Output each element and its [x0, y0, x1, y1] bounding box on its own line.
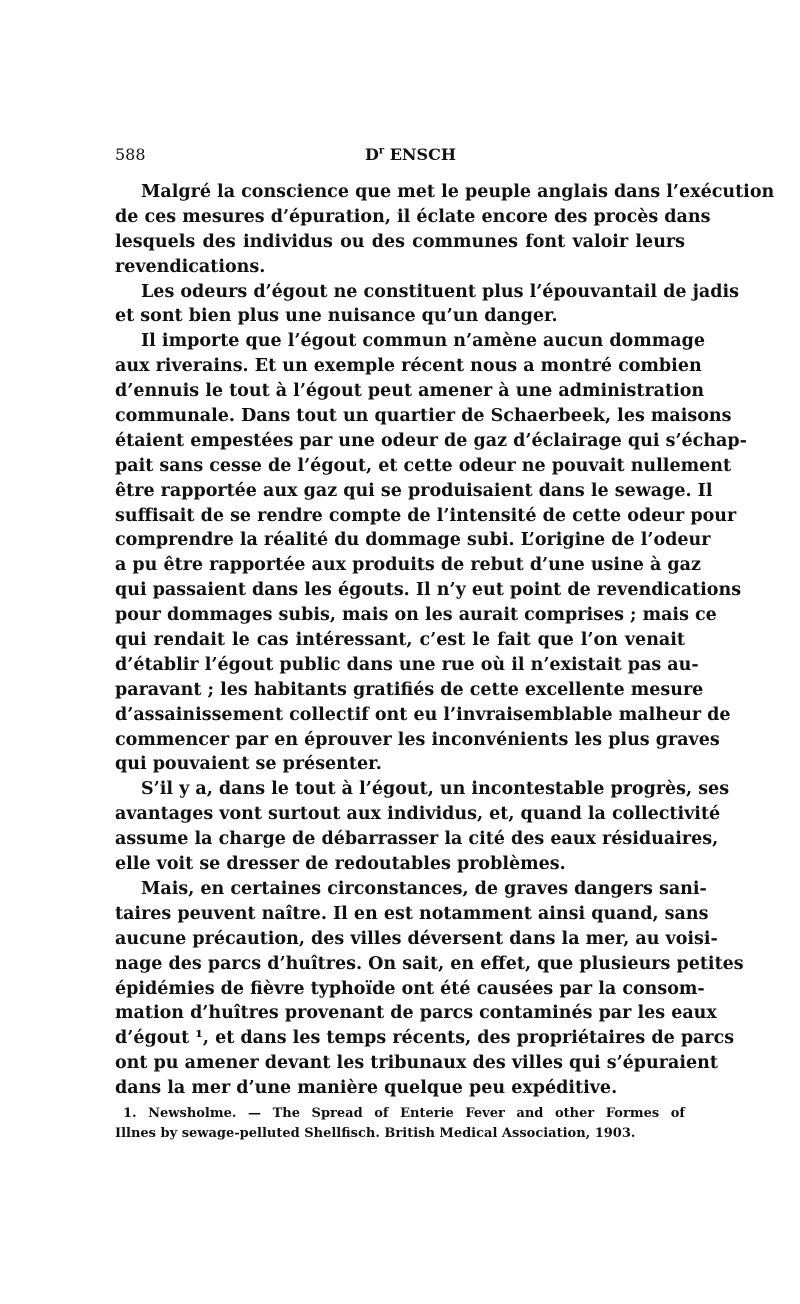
text-line: et sont bien plus une nuisance qu’un danger.	[115, 306, 558, 327]
paragraph	[115, 280, 739, 330]
text-line: Les odeurs d’égout ne constituent plus l’épouvantail de jadis	[141, 281, 739, 302]
paragraph	[115, 877, 744, 1101]
text-line: lesquels des individus ou des communes font valoir leurs	[115, 231, 685, 252]
paragraph	[115, 180, 775, 280]
text-line: comprendre la réalité du dommage subi. L’origine de l’odeur	[115, 530, 711, 551]
text-line: S’il y a, dans le tout à l’égout, un incontestable progrès, ses	[141, 779, 730, 800]
text-line: a pu être rapportée aux produits de rebut d’une usine à gaz	[115, 555, 701, 576]
author-name: ENSCH	[389, 145, 456, 164]
text-line: d’assainissement collectif ont eu l’invraisemblable malheur de	[115, 704, 731, 725]
text-line: de ces mesures d’épuration, il éclate encore des procès dans	[115, 206, 711, 227]
text-line: pait sans cesse de l’égout, et cette odeur ne pouvait nullement	[115, 455, 732, 476]
page-number: 588	[115, 145, 146, 164]
text-line: étaient empestées par une odeur de gaz d’éclairage qui s’échap-	[115, 430, 747, 451]
text-line: Mais, en certaines circonstances, de graves dangers sani-	[141, 878, 707, 899]
text-line: commencer par en éprouver les inconvénients les plus graves	[115, 729, 720, 750]
text-line: nage des parcs d’huîtres. On sait, en effet, que plusieurs petites	[115, 953, 744, 974]
text-line: revendications.	[115, 256, 266, 277]
footnote-line: Illnes by sewage-pelluted Shellfisch. British Medical Association, 1903.	[115, 1126, 636, 1141]
text-line: paravant ; les habitants gratifiés de cette excellente mesure	[115, 679, 704, 700]
text-line: assume la charge de débarrasser la cité des eaux résiduaires,	[115, 829, 719, 850]
text-line: Malgré la conscience que met le peuple anglais dans l’exécution	[141, 182, 775, 202]
text-line: communale. Dans tout un quartier de Schaerbeek, les maisons	[115, 406, 732, 427]
text-line: ont pu amener devant les tribunaux des villes qui s’épuraient	[115, 1053, 718, 1074]
paragraph	[115, 777, 730, 877]
text-line: qui passaient dans les égouts. Il n’y eut point de revendications	[115, 580, 742, 601]
text-line: suffisait de se rendre compte de l’intensité de cette odeur pour	[115, 505, 737, 526]
text-line: d’ennuis le tout à l’égout peut amener à une administration	[115, 381, 705, 402]
footnote	[115, 1104, 685, 1144]
page-header	[115, 145, 685, 165]
text-line: aux riverains. Et un exemple récent nous a montré combien	[115, 356, 702, 377]
text-line: aucune précaution, des villes déversent dans la mer, au voisi-	[115, 928, 718, 949]
footnote-line: 1. Newsholme. — The Spread of Enterie Fever and other Formes of	[123, 1106, 685, 1121]
text-line: d’égout ¹, et dans les temps récents, des propriétaires de parcs	[115, 1028, 735, 1049]
text-line: avantages vont surtout aux individus, et, quand la collectivité	[115, 804, 721, 825]
running-head	[365, 145, 456, 164]
text-line: Il importe que l’égout commun n’amène aucun dommage	[141, 331, 705, 352]
author-prefix: D	[365, 145, 379, 164]
paragraph	[115, 329, 747, 777]
body-text	[115, 180, 775, 1101]
text-line: elle voit se dresser de redoutables problèmes.	[115, 854, 566, 875]
author-sup: r	[378, 145, 385, 157]
text-line: épidémies de fièvre typhoïde ont été causées par la consom-	[115, 978, 705, 999]
text-line: être rapportée aux gaz qui se produisaient dans le sewage. Il	[115, 480, 713, 501]
text-line: qui pouvaient se présenter.	[115, 754, 382, 775]
text-line: qui rendait le cas intéressant, c’est le fait que l’on venait	[115, 630, 685, 651]
text-line: dans la mer d’une manière quelque peu expéditive.	[115, 1078, 618, 1099]
text-line: pour dommages subis, mais on les aurait comprises ; mais ce	[115, 605, 717, 626]
text-line: taires peuvent naître. Il en est notamment ainsi quand, sans	[115, 903, 709, 924]
text-line: d’établir l’égout public dans une rue où il n’existait pas au-	[115, 654, 699, 675]
text-line: mation d’huîtres provenant de parcs contaminés par les eaux	[115, 1003, 717, 1024]
